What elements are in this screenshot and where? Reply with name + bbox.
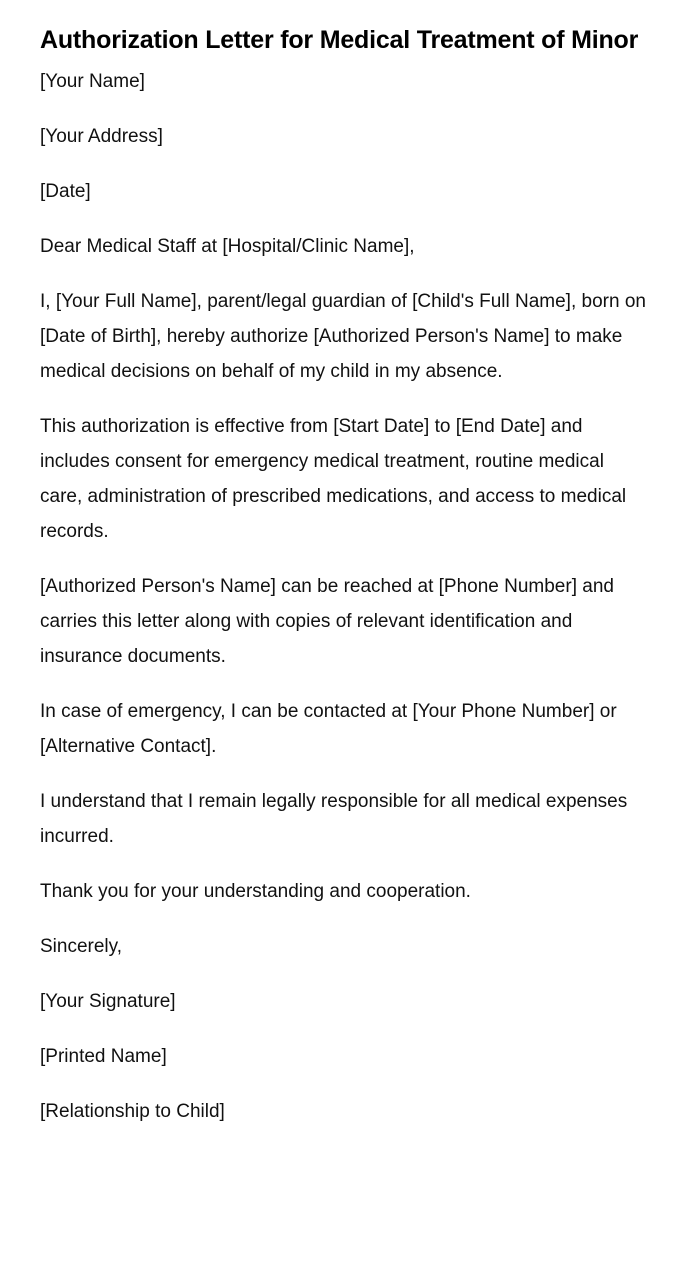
letter-document xyxy=(40,18,650,1149)
salutation: Dear Medical Staff at [Hospital/Clinic Name], xyxy=(40,236,415,257)
body-paragraph-emergency-contact: In case of emergency, I can be contacted at [Your Phone Number] or [Alternative Contact]. xyxy=(40,701,617,757)
closing: Sincerely, xyxy=(40,936,123,957)
body-paragraph-authorization: I, [Your Full Name], parent/legal guardian of [Child's Full Name], born on [Date of Birth], hereby authorize [Authorized Person's Name] to make medical decisions on behalf of my child in my absence. xyxy=(40,291,646,382)
signature-placeholder: [Your Signature] xyxy=(40,991,176,1012)
sender-address: [Your Address] xyxy=(40,126,163,147)
document-title: Authorization Letter for Medical Treatment of Minor xyxy=(40,26,639,54)
body-paragraph-contact-authorized: [Authorized Person's Name] can be reached at [Phone Number] and carries this letter along with copies of relevant identification and insurance documents. xyxy=(40,576,614,667)
sender-name: [Your Name] xyxy=(40,71,145,92)
printed-name: [Printed Name] xyxy=(40,1046,167,1067)
letter-date: [Date] xyxy=(40,181,91,202)
relationship-to-child: [Relationship to Child] xyxy=(40,1101,225,1122)
body-paragraph-thanks: Thank you for your understanding and cooperation. xyxy=(40,881,471,902)
body-paragraph-effective-period: This authorization is effective from [Start Date] to [End Date] and includes consent for emergency medical treatment, routine medical care, administration of prescribed medications, and access to medical records. xyxy=(40,416,627,542)
body-paragraph-responsibility: I understand that I remain legally responsible for all medical expenses incurred. xyxy=(40,791,628,847)
